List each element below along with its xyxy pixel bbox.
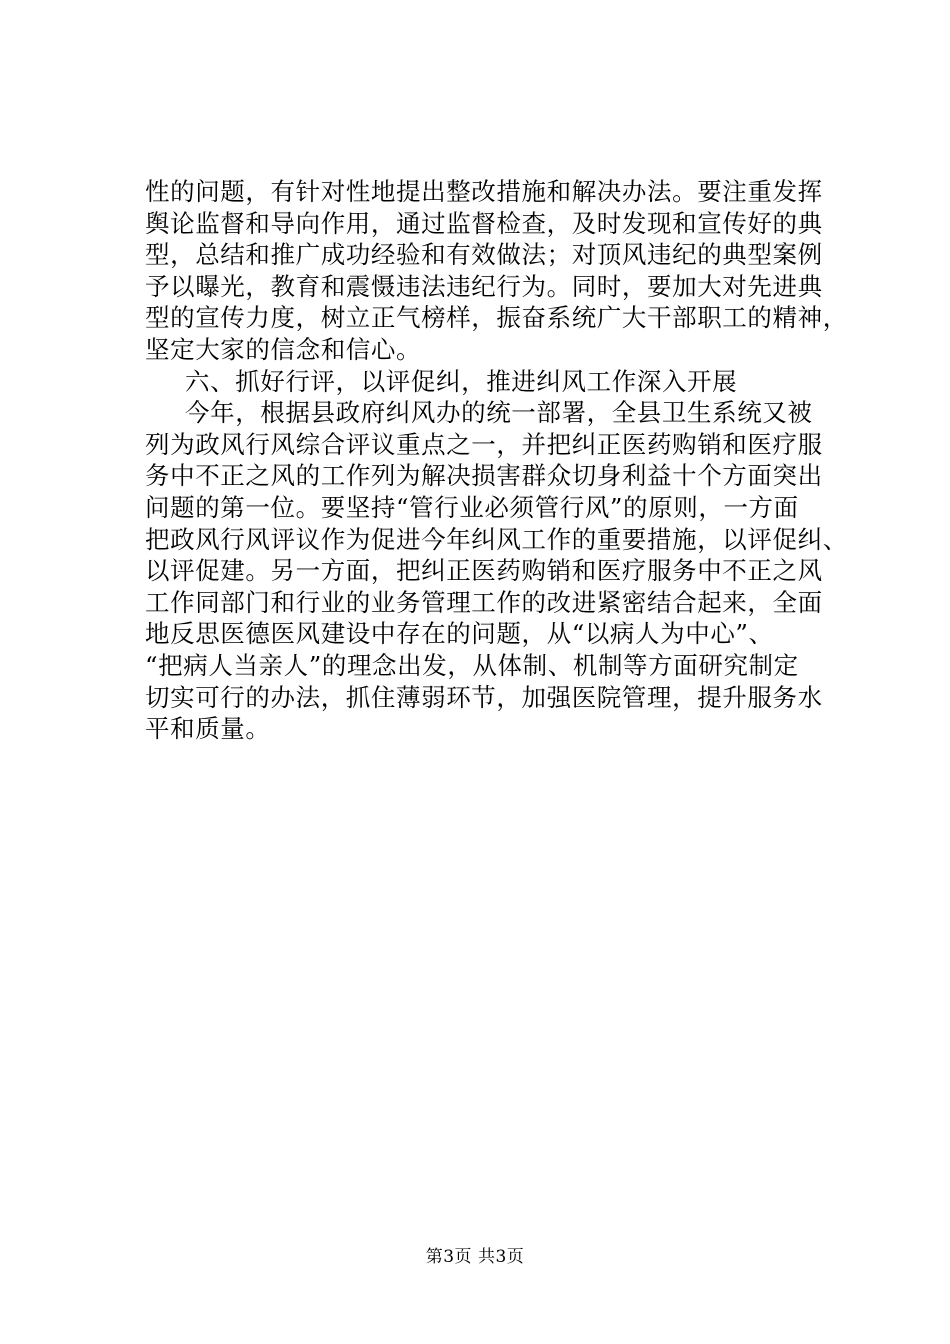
text-line: 列为政风行风综合评议重点之一，并把纠正医药购销和医疗服 [145,429,823,459]
text-line: 务中不正之风的工作列为解决损害群众切身利益十个方面突出 [145,461,823,491]
text-line: 问题的第一位。要坚持“管行业必须管行风”的原则，一方面 [145,492,799,522]
text-line: 地反思医德医风建设中存在的问题，从“以病人为中心”、 [145,619,774,649]
text-line: 今年，根据县政府纠风办的统一部署，全县卫生系统又被 [185,398,813,428]
text-line: 性的问题，有针对性地提出整改措施和解决办法。要注重发挥 [145,177,823,206]
text-line: 切实可行的办法，抓住薄弱环节，加强医院管理，提升服务水 [145,682,823,712]
text-line: “把病人当亲人”的理念出发，从体制、机制等方面研究制定 [145,650,799,680]
text-line: 坚定大家的信念和信心。 [145,334,422,364]
text-line: 把政风行风评议作为促进今年纠风工作的重要措施，以评促纠、 [145,524,848,554]
text-line: 以评促建。另一方面，把纠正医药购销和医疗服务中不正之风 [145,556,823,586]
page-number-footer: 第3页 共3页 [425,1247,525,1267]
text-line: 平和质量。 [145,714,271,744]
text-line: 工作同部门和行业的业务管理工作的改进紧密结合起来，全面 [145,587,823,617]
text-line: 舆论监督和导向作用，通过监督检查，及时发现和宣传好的典 [145,208,823,238]
text-line: 型的宣传力度，树立正气榜样，振奋系统广大干部职工的精神， [145,303,848,333]
section-heading: 六、抓好行评，以评促纠，推进纠风工作深入开展 [185,366,738,396]
text-line: 型，总结和推广成功经验和有效做法；对顶风违纪的典型案例 [145,240,823,270]
text-line: 予以曝光，教育和震慑违法违纪行为。同时，要加大对先进典 [145,271,823,301]
document-body [145,176,848,745]
